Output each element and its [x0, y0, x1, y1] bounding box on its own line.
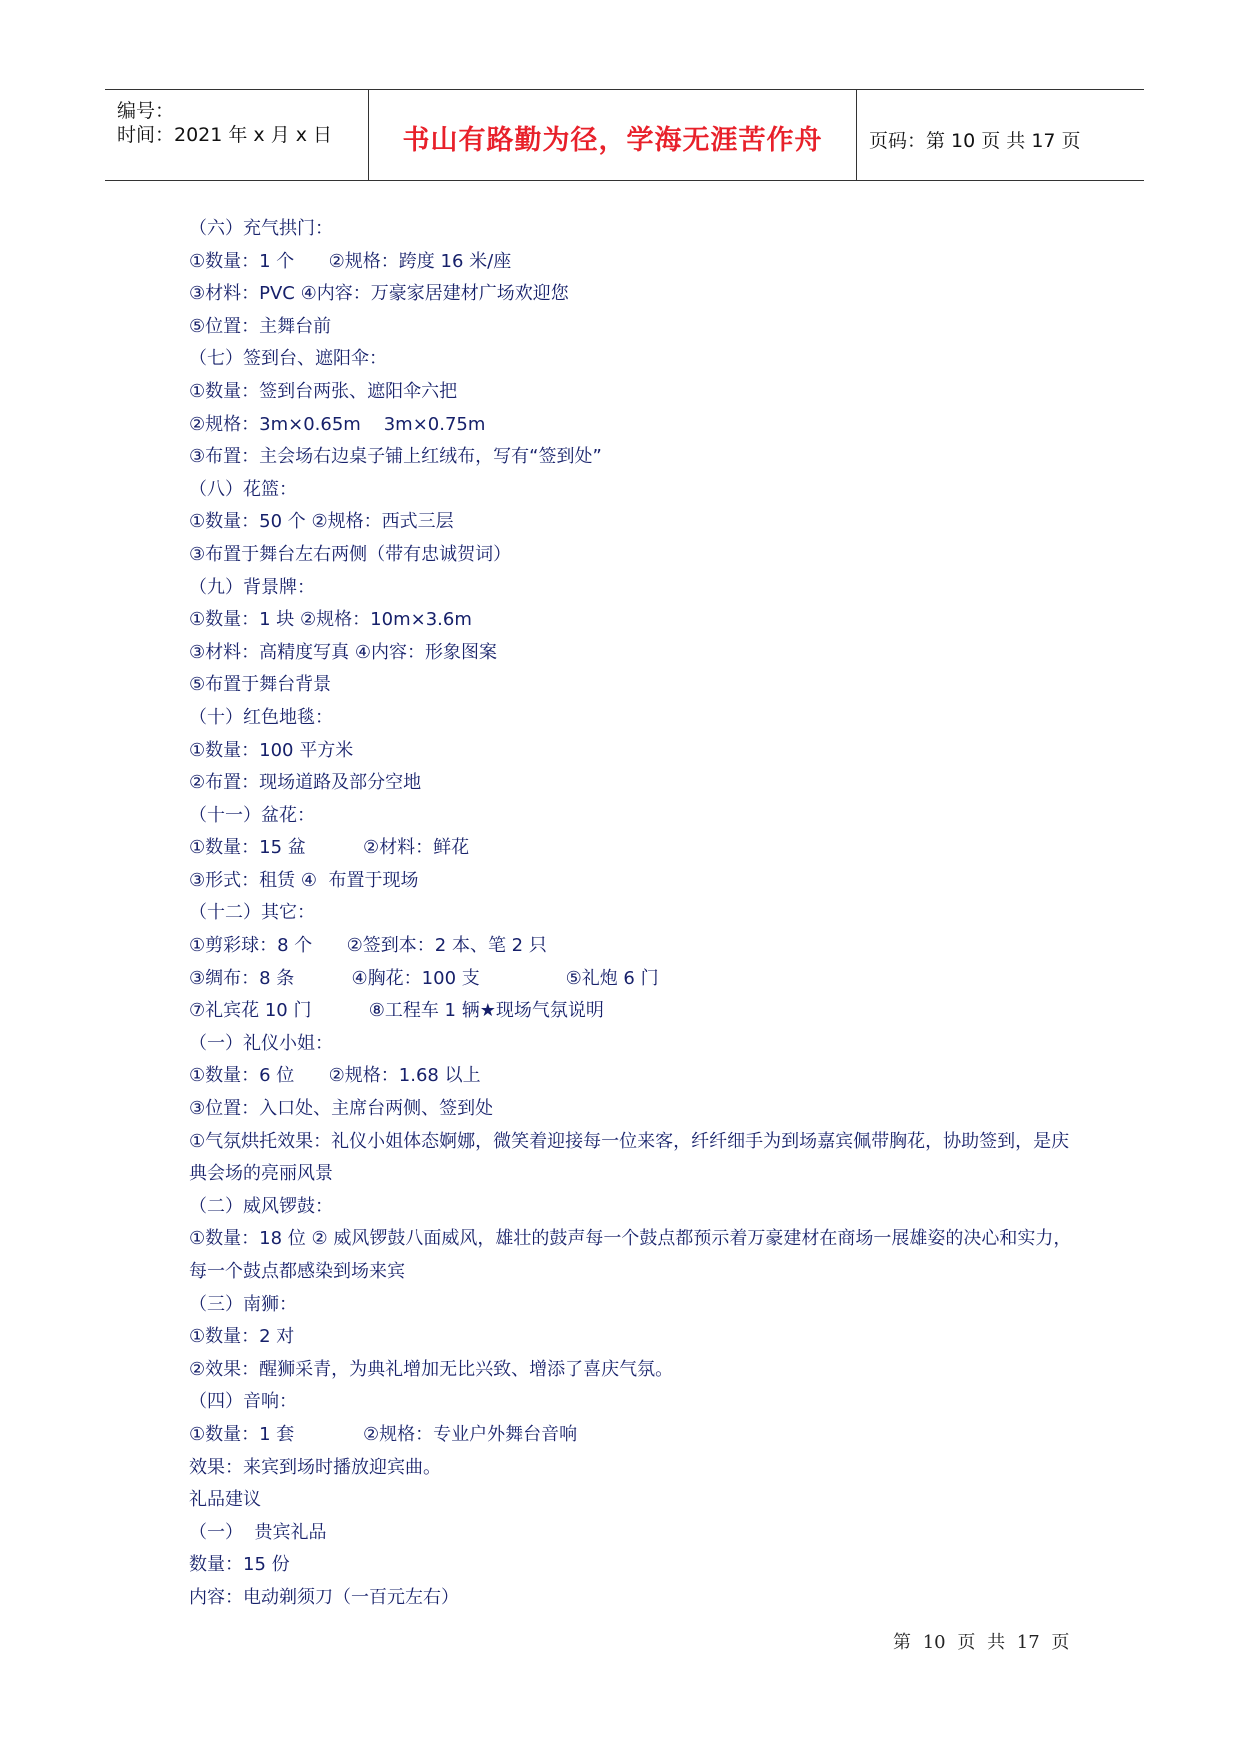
body-line: ①数量：6 位 ②规格：1.68 以上: [189, 1065, 481, 1087]
section-heading: （十）红色地毯：: [189, 706, 333, 728]
body-line: 数量：15 份: [189, 1554, 290, 1576]
body-paragraph: ①数量：18 位 ② 威风锣鼓八面威风，雄壮的鼓声每一个鼓点都预示着万豪建材在商场一展雄姿的决心和实力，每一个鼓点都感染到场来宾: [189, 1228, 1072, 1282]
body-line: ①数量：1 块 ②规格：10m×3.6m: [189, 609, 472, 631]
section-heading: （一） 贵宾礼品: [189, 1521, 327, 1543]
body-line: ③布置：主会场右边桌子铺上红绒布，写有“签到处”: [189, 446, 602, 468]
section-heading: （七）签到台、遮阳伞：: [189, 348, 387, 370]
body-line: ③材料：PVC ④内容：万豪家居建材广场欢迎您: [189, 283, 569, 305]
body-line: ③形式：租赁 ④ 布置于现场: [189, 869, 419, 891]
body-line: ①数量：2 对: [189, 1326, 295, 1348]
body-line: ③布置于舞台左右两侧（带有忠诚贺词）: [189, 543, 512, 565]
section-heading: （三）南狮：: [189, 1293, 297, 1315]
body-paragraph: ①气氛烘托效果：礼仪小姐体态婀娜，微笑着迎接每一位来客，纤纤细手为到场嘉宾佩带胸花，协助签到，是庆典会场的亮丽风景: [189, 1130, 1070, 1185]
body-line: ⑤布置于舞台背景: [189, 674, 332, 696]
body-line: ①数量：签到台两张、遮阳伞六把: [189, 380, 458, 402]
header-left-cell: [105, 90, 369, 180]
body-line: ①数量：50 个 ②规格：西式三层: [189, 511, 454, 533]
header-motto: 书山有路勤为径，学海无涯苦作舟: [402, 125, 823, 156]
body-line: ②规格：3m×0.65m 3m×0.75m: [189, 413, 486, 435]
section-heading: （十二）其它：: [189, 902, 315, 924]
header-page-number: 页码：第 10 页 共 17 页: [869, 130, 1081, 152]
section-heading: （二）威风锣鼓：: [189, 1195, 333, 1217]
document-time-label: 时间：2021 年 x 月 x 日: [117, 124, 333, 146]
body-line: 内容：电动剃须刀（一百元左右）: [189, 1586, 459, 1608]
document-number-label: 编号：: [117, 100, 175, 122]
body-line: ③位置：入口处、主席台两侧、签到处: [189, 1098, 494, 1120]
body-line: ①剪彩球：8 个 ②签到本：2 本、笔 2 只: [189, 935, 547, 957]
section-heading: 礼品建议: [189, 1489, 261, 1511]
body-line: ①数量：1 个 ②规格：跨度 16 米/座: [189, 250, 512, 272]
body-line: ③绸布：8 条 ④胸花：100 支 ⑤礼炮 6 门: [189, 967, 659, 989]
body-line: ②布置：现场道路及部分空地: [189, 772, 422, 794]
section-heading: （六）充气拱门：: [189, 218, 333, 239]
section-heading: （四）音响：: [189, 1391, 297, 1413]
section-heading: （一）礼仪小姐：: [189, 1032, 333, 1054]
body-line: ①数量：15 盆 ②材料：鲜花: [189, 837, 470, 859]
body-line: ⑤位置：主舞台前: [189, 315, 332, 337]
header-page-cell: [857, 90, 1144, 180]
body-line: ①数量：1 套 ②规格：专业户外舞台音响: [189, 1423, 578, 1445]
body-line: ⑦礼宾花 10 门 ⑧工程车 1 辆★现场气氛说明: [189, 1000, 604, 1022]
page-footer-number: 第 10 页 共 17 页: [893, 1632, 1070, 1653]
section-heading: （十一）盆花：: [189, 804, 315, 826]
page-header: [105, 89, 1144, 181]
body-line: ①数量：100 平方米: [189, 739, 354, 761]
body-line: ③材料：高精度写真 ④内容：形象图案: [189, 641, 497, 663]
body-line: 效果：来宾到场时播放迎宾曲。: [189, 1456, 441, 1478]
document-body: [189, 213, 1079, 1615]
section-heading: （八）花篮：: [189, 478, 297, 500]
header-motto-cell: [369, 90, 857, 180]
section-heading: （九）背景牌：: [189, 576, 315, 598]
body-line: ②效果：醒狮采青，为典礼增加无比兴致、增添了喜庆气氛。: [189, 1358, 674, 1380]
